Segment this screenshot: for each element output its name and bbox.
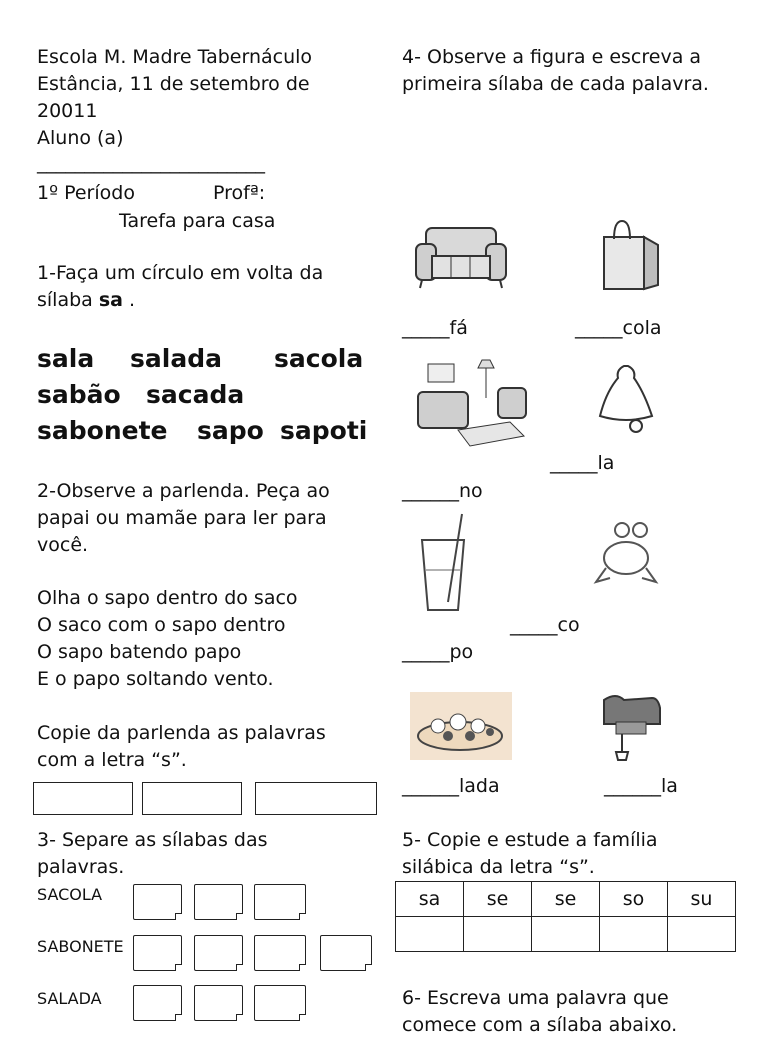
q3-instruction: 3- Separe as sílabas das [37, 829, 268, 851]
syllable-box[interactable] [320, 935, 372, 971]
answer-box[interactable] [142, 782, 242, 815]
syllable-box[interactable] [254, 985, 306, 1021]
syllable-cell: se [464, 882, 532, 917]
word-sala[interactable]: sala [37, 344, 95, 373]
word-sapo[interactable]: sapo [197, 416, 264, 445]
answer-box[interactable] [255, 782, 377, 815]
poem-line: E o papo soltando vento. [37, 668, 274, 690]
blank-la-2[interactable]: ______la [604, 775, 678, 797]
student-label: Aluno (a) [37, 127, 124, 149]
school-name: Escola M. Madre Tabernáculo [37, 46, 313, 68]
date-year: 20011 [37, 100, 98, 122]
glass-icon [418, 512, 470, 614]
syllable-box[interactable] [194, 935, 243, 971]
q2-instruction: 2-Observe a parlenda. Peça ao [37, 480, 330, 502]
q1-syllable: sa [98, 289, 123, 311]
syllable-cell: sa [396, 882, 464, 917]
word-sapoti[interactable]: sapoti [280, 416, 368, 445]
answer-box[interactable] [33, 782, 133, 815]
blank-po[interactable]: _____po [402, 641, 474, 663]
living-room-icon [414, 358, 530, 450]
word-sabonete[interactable]: sabonete [37, 416, 168, 445]
teacher-label: Profª: [213, 182, 266, 204]
q1-instruction-2: sílaba sa . [37, 289, 136, 311]
syllable-header-row [396, 882, 736, 917]
blank-lada[interactable]: ______lada [402, 775, 500, 797]
answer-cell[interactable] [668, 917, 736, 952]
q2-copy-instruction: Copie da parlenda as palavras [37, 722, 326, 744]
blank-fa[interactable]: _____fá [402, 317, 468, 339]
q3-word-sabonete: SABONETE [37, 937, 124, 956]
answer-cell[interactable] [532, 917, 600, 952]
answer-cell[interactable] [464, 917, 532, 952]
blank-la[interactable]: _____la [550, 452, 615, 474]
syllable-box[interactable] [133, 985, 182, 1021]
syllable-box[interactable] [254, 935, 306, 971]
syllable-box[interactable] [194, 985, 243, 1021]
q1-instruction: 1-Faça um círculo em volta da [37, 262, 324, 284]
q4-instruction-2: primeira sílaba de cada palavra. [402, 73, 709, 95]
syllable-box[interactable] [133, 935, 182, 971]
sofa-icon [412, 222, 510, 292]
q3-word-salada: SALADA [37, 989, 102, 1008]
poem-line: Olha o sapo dentro do saco [37, 587, 298, 609]
answer-cell[interactable] [600, 917, 668, 952]
blank-no[interactable]: ______no [402, 480, 483, 502]
word-salada[interactable]: salada [130, 344, 222, 373]
syllable-box[interactable] [254, 884, 306, 920]
frog-icon [592, 518, 660, 588]
q2-copy-instruction-2: com a letra “s”. [37, 749, 187, 771]
salad-icon [410, 692, 512, 760]
word-sabao[interactable]: sabão [37, 380, 121, 409]
q5-instruction-2: silábica da letra “s”. [402, 856, 595, 878]
q5-instruction: 5- Copie e estude a família [402, 829, 658, 851]
syllable-family-table [395, 881, 736, 952]
bag-icon [598, 215, 666, 293]
q4-instruction: 4- Observe a figura e escreva a [402, 46, 702, 68]
word-sacada[interactable]: sacada [146, 380, 245, 409]
q2-instruction-2: papai ou mamãe para ler para [37, 507, 327, 529]
period-label: 1º Período [37, 182, 135, 204]
q6-instruction-2: comece com a sílaba abaixo. [402, 1014, 678, 1036]
date-line: Estância, 11 de setembro de [37, 73, 310, 95]
q2-instruction-3: você. [37, 534, 89, 556]
poem-line: O saco com o sapo dentro [37, 614, 286, 636]
word-sacola[interactable]: sacola [274, 344, 364, 373]
task-title: Tarefa para casa [119, 210, 276, 232]
saddle-icon [598, 684, 664, 764]
q6-instruction: 6- Escreva uma palavra que [402, 987, 669, 1009]
q3-instruction-2: palavras. [37, 856, 125, 878]
q3-word-sacola: SACOLA [37, 885, 103, 904]
syllable-box[interactable] [133, 884, 182, 920]
syllable-cell: su [668, 882, 736, 917]
answer-cell[interactable] [396, 917, 464, 952]
blank-cola[interactable]: _____cola [575, 317, 662, 339]
syllable-box[interactable] [194, 884, 243, 920]
syllable-cell: se [532, 882, 600, 917]
blank-co[interactable]: _____co [510, 614, 580, 636]
syllable-answer-row [396, 917, 736, 952]
poem-line: O sapo batendo papo [37, 641, 242, 663]
syllable-cell: so [600, 882, 668, 917]
student-line: ________________________ [37, 152, 265, 174]
bell-icon [596, 362, 658, 434]
